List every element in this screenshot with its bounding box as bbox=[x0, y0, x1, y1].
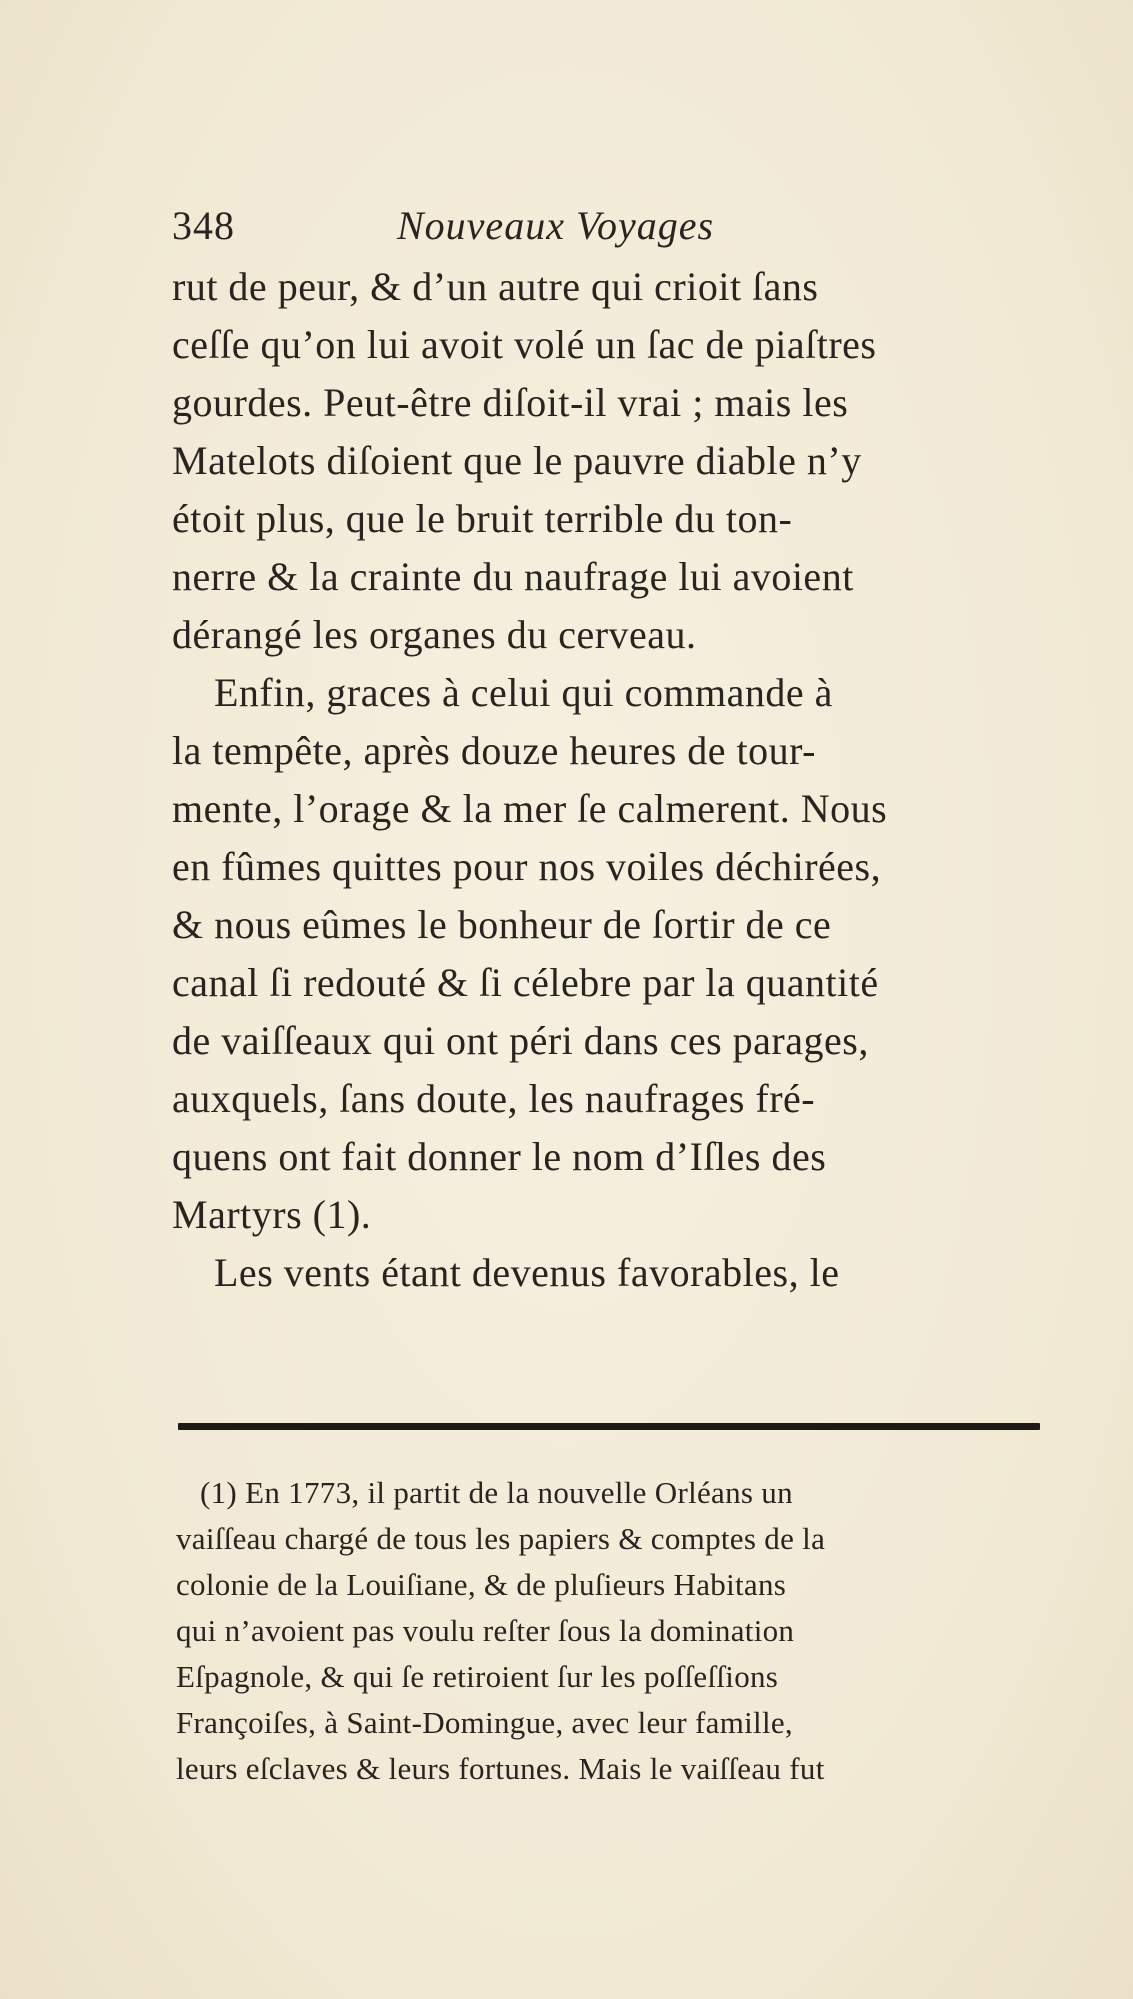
text-line: en fûmes quittes pour nos voiles déchirées, bbox=[172, 844, 882, 889]
footnote-line: leurs eſclaves & leurs fortunes. Mais le vaiſſeau fut bbox=[176, 1751, 825, 1786]
text-line: Matelots diſoient que le pauvre diable n’y bbox=[172, 438, 862, 483]
text-line: canal ſi redouté & ſi célebre par la quantité bbox=[172, 960, 879, 1005]
footnote-line: qui n’avoient pas voulu reſter ſous la domination bbox=[176, 1613, 795, 1648]
text-line: la tempête, après douze heures de tour- bbox=[172, 728, 816, 773]
footnote-line: vaiſſeau chargé de tous les papiers & comptes de la bbox=[176, 1521, 826, 1556]
footnote-line: (1) En 1773, il partit de la nouvelle Orléans un bbox=[200, 1475, 793, 1510]
text-line: mente, l’orage & la mer ſe calmerent. Nous bbox=[172, 786, 888, 831]
text-line: étoit plus, que le bruit terrible du ton- bbox=[172, 496, 793, 541]
text-line: quens ont fait donner le nom d’Iſles des bbox=[172, 1134, 827, 1179]
text-line: Enfin, graces à celui qui commande à bbox=[214, 670, 833, 715]
text-line: Les vents étant devenus favorables, le bbox=[214, 1250, 840, 1295]
text-line: gourdes. Peut-être diſoit-il vrai ; mais les bbox=[172, 380, 849, 425]
text-line: & nous eûmes le bonheur de ſortir de ce bbox=[172, 902, 832, 947]
footnote-divider bbox=[178, 1423, 1040, 1430]
text-line: dérangé les organes du cerveau. bbox=[172, 612, 697, 657]
page-number: 348 bbox=[172, 203, 235, 248]
text-line: rut de peur, & d’un autre qui crioit ſans bbox=[172, 264, 819, 309]
text-line: ceſſe qu’on lui avoit volé un ſac de piaſtres bbox=[172, 322, 877, 367]
text-line: de vaiſſeaux qui ont péri dans ces parages, bbox=[172, 1018, 869, 1063]
text-line: nerre & la crainte du naufrage lui avoient bbox=[172, 554, 854, 599]
footnote-line: Eſpagnole, & qui ſe retiroient ſur les poſſeſſions bbox=[176, 1659, 779, 1694]
footnote-line: colonie de la Louiſiane, & de pluſieurs Habitans bbox=[176, 1567, 787, 1602]
page-header bbox=[172, 196, 932, 256]
text-line: Martyrs (1). bbox=[172, 1192, 372, 1237]
text-line: auxquels, ſans doute, les naufrages fré- bbox=[172, 1076, 816, 1121]
running-title: Nouveaux Voyages bbox=[397, 203, 715, 248]
footnote-line: Françoiſes, à Saint-Domingue, avec leur famille, bbox=[176, 1705, 793, 1740]
main-text bbox=[172, 258, 1042, 1302]
footnote bbox=[176, 1470, 1056, 1792]
